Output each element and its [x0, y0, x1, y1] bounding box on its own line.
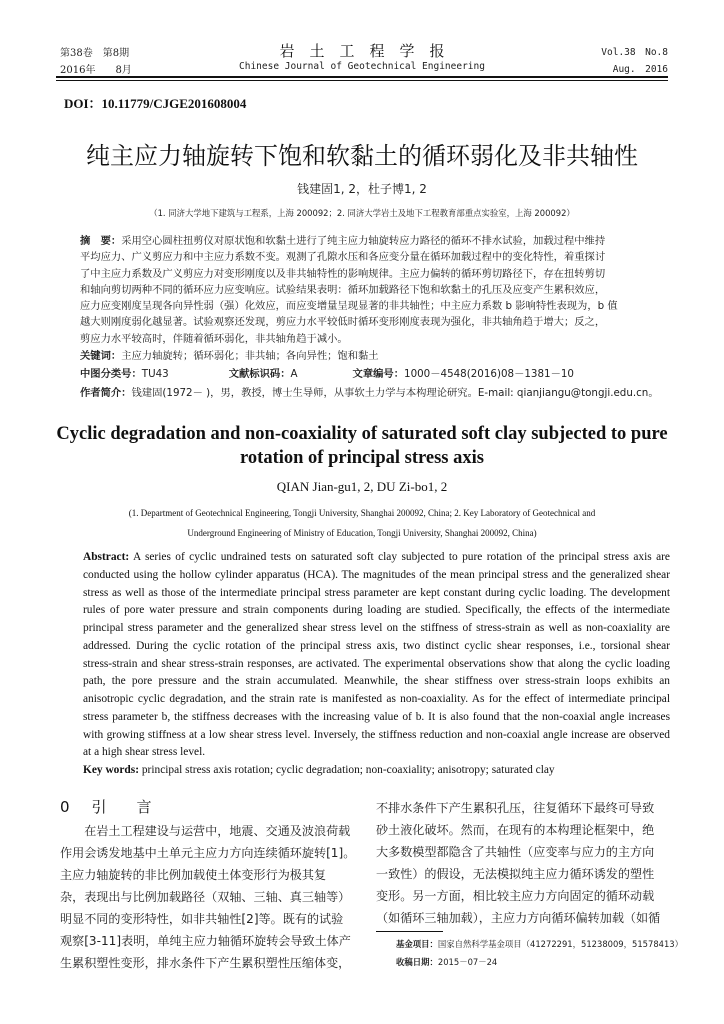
date-cn: 2016年 8月: [60, 65, 132, 76]
clc: TU43: [141, 368, 169, 381]
right-column: [376, 797, 660, 929]
abstract-line: at a high shear stress level.: [83, 746, 206, 759]
title-en-line: Cyclic degradation and non-coaxiality of saturated soft clay subjected to pure: [56, 424, 668, 444]
affiliation-en-line: Underground Engineering of Ministry of Education, Tongji University, Shanghai 200092, China): [187, 528, 537, 538]
received-label: 收稿日期：: [396, 957, 438, 967]
abstract-line: 剪应力水平较高时，伴随着循环弱化，非共轴角趋于减小。: [80, 332, 348, 345]
keywords-label-cn: 关键词：: [80, 350, 122, 363]
doc-code: A: [290, 368, 298, 381]
title-en-line: rotation of principal stress axis: [240, 448, 484, 468]
body-line: 砂土液化破坏。然而，在现有的本构理论框架中，绝: [376, 823, 655, 837]
abstract-line: addressed. During the cyclic rotation of the principal stress axis, two distinct cyclic shear responses, i.e., torsional shear: [83, 639, 670, 652]
fund-label: 基金项目：: [396, 939, 438, 949]
doi: DOI：10.11779/CJGE201608004: [64, 96, 247, 111]
section-heading: [60, 796, 152, 817]
abstract-line: stress as well as those of the intermediate principal stress parameter are kept constant during cyclic loading. The development: [83, 586, 670, 599]
abstract-line: anisotropic cyclic degradation, and the strain rate is manifested as non-coaxiality. As for the effect of intermediate principal: [83, 693, 670, 705]
body-line: 主应力轴旋转的非比例加载使土体变形行为极其复: [60, 868, 327, 882]
abstract-line: A series of cyclic undrained tests on saturated soft clay subjected to pure rotation of the principal stress axis are: [129, 551, 670, 563]
article-no-label: 文章编号：: [352, 368, 405, 381]
keywords-en: principal stress axis rotation; cyclic degradation; non-coaxiality; anisotropy; saturated clay: [139, 764, 555, 776]
header-rule-thin: [56, 80, 668, 81]
left-column: [60, 820, 355, 974]
journal-name-en: Chinese Journal of Geotechnical Engineering: [239, 61, 485, 72]
clc-label: 中图分类号：: [80, 368, 142, 381]
volume-cn: 第38卷 第8期: [60, 48, 130, 59]
authors-en: QIAN Jian-gu1, 2, DU Zi-bo1, 2: [276, 479, 448, 494]
keywords-label-en: Key words:: [83, 764, 139, 776]
abstract-label-cn: 摘 要：: [80, 235, 122, 247]
authors-cn: 钱建固1, 2，杜子博1, 2: [297, 182, 427, 196]
abstract-line: 应力应变刚度呈现各向异性弱（强）化效应，而应变增量呈现显著的非共轴性；中主应力系数 b 影响特性表现为，b 值: [80, 300, 618, 313]
body-line: 明显不同的变形特性，如非共轴性[2]等。既有的试验: [60, 912, 344, 926]
received-note: [396, 956, 497, 968]
bio-label: 作者简介：: [80, 387, 132, 400]
abstract-line: stress parameter b, the stiffness decreases with the increasing value of b. It is also found that the non-coaxial angle increases: [83, 710, 670, 723]
abstract-cn: [80, 233, 659, 402]
abstract-line: path, the pore pressure and the strain accumulated. Meanwhile, the shear stiffness over stress-strain loops exhibits an: [83, 675, 670, 688]
fund-note: [396, 938, 683, 950]
abstract-line: conducted using the hollow cylinder apparatus (HCA). The magnitudes of the mean principal stress and the generalized shear: [83, 568, 670, 581]
body-line: 变形。另一方面，相比较主应力方向固定的循环动载: [376, 889, 655, 903]
abstract-line: 和轴向剪切两种不同的循环应力应变响应。试验结果表明：循环加载路径下饱和软黏土的孔压及应变产生累积效应，: [80, 283, 606, 296]
header-rule: [56, 76, 668, 78]
body-line: 杂，表现出与比例加载路径（双轴、三轴、真三轴等）: [60, 890, 351, 904]
affiliation-en: [0, 503, 724, 543]
received-date: 2015－07－24: [437, 957, 498, 967]
doc-code-label: 文献标识码：: [228, 368, 291, 381]
footnote-rule: [376, 931, 443, 932]
section-title: 引 言: [91, 798, 152, 816]
abstract-label-en: Abstract:: [83, 551, 130, 563]
abstract-line: 越大则刚度弱化越显著。试验观察还发现，剪应力水平较低时循环变形刚度表现为强化，非共轴角趋于增大；反之，: [80, 316, 606, 329]
body-line: 作用会诱发地基中土单元主应力方向连续循环旋转[1]。: [60, 846, 356, 860]
abstract-line: stress-strain and shear stress-strain responses, are activated. The experimental observations show that along the cyclic loading: [83, 657, 670, 670]
volume-en: Vol.38 No.8: [601, 47, 668, 58]
keywords-cn: 主应力轴旋转；循环弱化；非共轴；各向异性；饱和黏土: [121, 350, 379, 363]
abstract-line: 采用空心圆柱扭剪仪对原状饱和软黏土进行了纯主应力轴旋转应力路径的循环不排水试验，加载过程中维持: [121, 235, 606, 247]
affiliation-cn: （1. 同济大学地下建筑与工程系，上海 200092；2. 同济大学岩土及地下工程教育部重点实验室，上海 200092）: [149, 208, 575, 218]
body-line: 生累积塑性变形，排水条件下产生累积塑性压缩体变，: [60, 956, 351, 970]
article-no: 1000－4548(2016)08－1381－10: [404, 368, 574, 381]
abstract-line: 了中主应力系数及广义剪应力对变形刚度以及非共轴特性的影响规律。主应力偏转的循环剪切路径下，存在扭转剪切: [80, 267, 606, 280]
title-cn: 纯主应力轴旋转下饱和软黏土的循环弱化及非共轴性: [86, 142, 638, 170]
body-line: 一致性）的假设，无法模拟纯主应力循环诱发的塑性: [376, 867, 655, 881]
journal-name-cn: 岩 土 工 程 学 报: [279, 42, 445, 60]
abstract-line: rules of pore water pressure and strain components during loading are studied. Specifically, the effects of the intermediate: [83, 604, 670, 617]
abstract-line: 平均应力、广义剪应力和中主应力系数不变。观测了孔隙水压和各应变分量在循环加载过程中的变化特性，着重探讨: [80, 251, 606, 264]
section-number: 0: [60, 798, 70, 816]
abstract-line: with growing stiffness at a low shear stress level. Inversely, the stiffness reduction and non-coaxial angle increase are observed: [83, 728, 670, 741]
author-bio: 钱建固(1972－ )，男，教授，博士生导师，从事软土力学与本构理论研究。E-mail: qianjiangu@tongji.edu.cn。: [131, 387, 659, 400]
affiliation-en-line: (1. Department of Geotechnical Engineering, Tongji University, Shanghai 200092, China; 2. Key Laboratory of Geotechnical and: [128, 508, 596, 518]
body-line: （如循环三轴加载），主应力方向循环偏转加载（如循: [376, 911, 661, 925]
body-line: 观察[3-11]表明，单纯主应力轴循环旋转会导致土体产: [60, 934, 351, 948]
abstract-en: [83, 549, 670, 780]
abstract-line: principal stress parameter and the generalized shear stress level on the stiffness of stress-strain as well as non-coaxiality are: [83, 622, 670, 634]
body-line: 在岩土工程建设与运营中，地震、交通及波浪荷载: [60, 824, 351, 838]
title-en: [0, 422, 724, 470]
date-en: Aug. 2016: [612, 64, 668, 75]
fund: 国家自然科学基金项目（41272291，51238009，51578413）: [437, 939, 684, 949]
body-line: 不排水条件下产生累积孔压，往复循环下最终可导致: [376, 801, 655, 815]
body-line: 大多数模型都隐含了共轴性（应变率与应力的主方向: [376, 845, 655, 859]
